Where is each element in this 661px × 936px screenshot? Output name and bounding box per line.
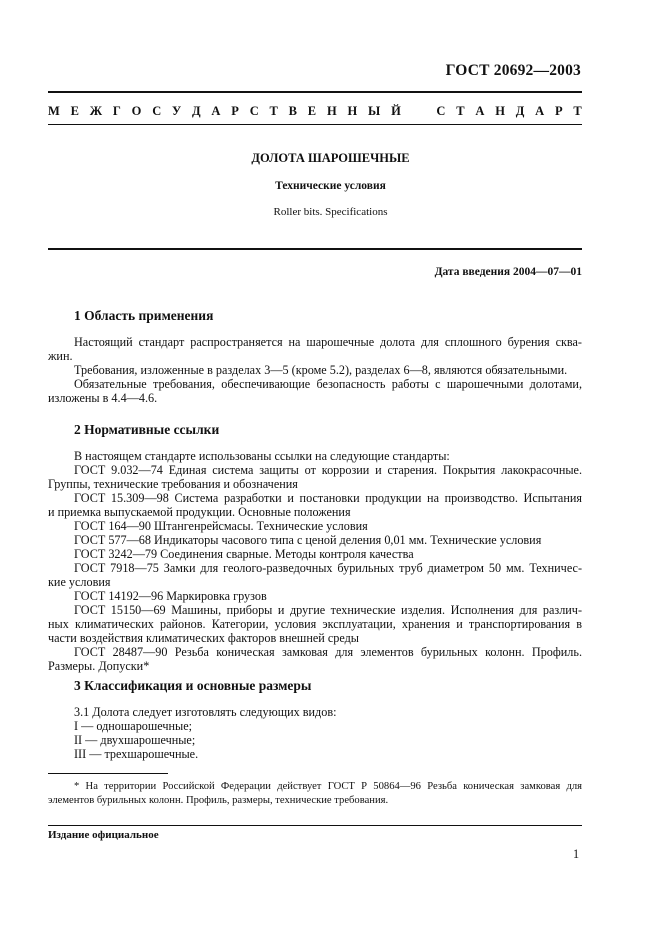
interstate-letter: С bbox=[249, 104, 259, 118]
reference-line: кие условия bbox=[48, 575, 111, 589]
interstate-letter: Р bbox=[231, 104, 239, 118]
interstate-letter: Т bbox=[573, 104, 582, 118]
interstate-letter: Н bbox=[495, 104, 505, 118]
interstate-letter: А bbox=[211, 104, 221, 118]
page-number: 1 bbox=[573, 847, 580, 861]
english-title: Roller bits. Specifications bbox=[273, 206, 388, 218]
interstate-letter: Т bbox=[269, 104, 278, 118]
classification-line: III — трехшарошечные. bbox=[74, 747, 199, 761]
scope-line: изложены в 4.4—4.6. bbox=[48, 391, 158, 405]
title-rule bbox=[48, 124, 582, 125]
footnote-line: * На территории Российской Федерации действует ГОСТ Р 50864—96 Резьба коническая замковая для bbox=[74, 781, 582, 792]
interstate-letter: Н bbox=[347, 104, 358, 118]
scope-line: Настоящий стандарт распространяется на шарошечные долота для сплошного бурения сква- bbox=[74, 335, 582, 349]
reference-line: Размеры. Допуски* bbox=[48, 659, 150, 673]
section-2-heading: 2 Нормативные ссылки bbox=[74, 422, 220, 437]
classification-line: I — одношарошечные; bbox=[74, 719, 193, 733]
reference-line: ГОСТ 3242—79 Соединения сварные. Методы контроля качества bbox=[74, 547, 414, 561]
interstate-letter: Т bbox=[456, 104, 465, 118]
edition-rule bbox=[48, 825, 582, 826]
reference-line: части воздействия климатических факторов внешней среды bbox=[48, 631, 359, 645]
scope-line: Требования, изложенные в разделах 3—5 (кроме 5.2), разделах 6—8, являются обязательными. bbox=[74, 363, 568, 377]
top-rule bbox=[48, 91, 582, 93]
interstate-letter: М bbox=[48, 104, 60, 118]
classification-line: II — двухшарошечные; bbox=[74, 733, 196, 747]
interstate-letter: Г bbox=[112, 104, 121, 118]
scope-line: жин. bbox=[48, 349, 73, 363]
reference-line: ГОСТ 7918—75 Замки для геолого-разведочных бурильных труб диаметром 50 мм. Техничес- bbox=[74, 561, 582, 575]
interstate-standard-title bbox=[48, 104, 582, 119]
interstate-letter: Й bbox=[391, 104, 401, 118]
footnote-rule bbox=[48, 773, 168, 774]
date-rule bbox=[48, 248, 582, 250]
footnote-line: элементов бурильных колонн. Профиль, размеры, технические требования. bbox=[48, 795, 389, 806]
interstate-letter: Е bbox=[70, 104, 79, 118]
reference-line: ГОСТ 164—90 Штангенрейсмасы. Технические условия bbox=[74, 519, 368, 533]
reference-line: ных климатических районов. Категории, условия эксплуатации, хранения и транспортирования в bbox=[48, 617, 582, 631]
reference-line: В настоящем стандарте использованы ссылки на следующие стандарты: bbox=[74, 449, 450, 463]
reference-line: ГОСТ 577—68 Индикаторы часового типа с ценой деления 0,01 мм. Технические условия bbox=[74, 533, 542, 547]
interstate-word-gap bbox=[412, 104, 426, 119]
reference-line: ГОСТ 15150—69 Машины, приборы и другие технические изделия. Исполнения для различ- bbox=[74, 603, 582, 617]
interstate-letter: Н bbox=[326, 104, 337, 118]
interstate-letter: Д bbox=[192, 104, 201, 118]
section-1-heading: 1 Область применения bbox=[74, 308, 214, 323]
interstate-letter: Ж bbox=[89, 104, 103, 118]
interstate-letter: С bbox=[436, 104, 446, 118]
interstate-letter: У bbox=[172, 104, 182, 118]
scope-line: Обязательные требования, обеспечивающие безопасность работы с шарошечными долотами, bbox=[74, 377, 582, 391]
interstate-letter: Е bbox=[307, 104, 317, 118]
document-title: ДОЛОТА ШАРОШЕЧНЫЕ bbox=[251, 151, 410, 165]
reference-line: ГОСТ 14192—96 Маркировка грузов bbox=[74, 589, 267, 603]
interstate-letter: А bbox=[535, 104, 545, 118]
interstate-letter: А bbox=[475, 104, 485, 118]
reference-line: ГОСТ 15.309—98 Система разработки и постановки продукции на производство. Испытания bbox=[74, 491, 582, 505]
reference-line: Группы, технические требования и обозначения bbox=[48, 477, 298, 491]
interstate-letter: О bbox=[131, 104, 142, 118]
reference-line: и приемка выпускаемой продукции. Основные положения bbox=[48, 505, 351, 519]
edition-label: Издание официальное bbox=[48, 829, 159, 841]
intro-date: Дата введения 2004—07—01 bbox=[434, 266, 582, 278]
standard-number: ГОСТ 20692—2003 bbox=[445, 62, 581, 79]
interstate-letter: Ы bbox=[368, 104, 381, 118]
classification-line: 3.1 Долота следует изготовлять следующих видов: bbox=[74, 705, 337, 719]
interstate-letter: Д bbox=[515, 104, 525, 118]
interstate-letter: С bbox=[152, 104, 162, 118]
document-subtitle: Технические условия bbox=[275, 180, 386, 192]
interstate-letter: Р bbox=[554, 104, 563, 118]
section-3-heading: 3 Классификация и основные размеры bbox=[74, 678, 312, 693]
interstate-letter: В bbox=[288, 104, 297, 118]
reference-line: ГОСТ 9.032—74 Единая система защиты от коррозии и старения. Покрытия лакокрасочные. bbox=[74, 463, 582, 477]
reference-line: ГОСТ 28487—90 Резьба коническая замковая для элементов бурильных колонн. Профиль. bbox=[74, 645, 582, 659]
